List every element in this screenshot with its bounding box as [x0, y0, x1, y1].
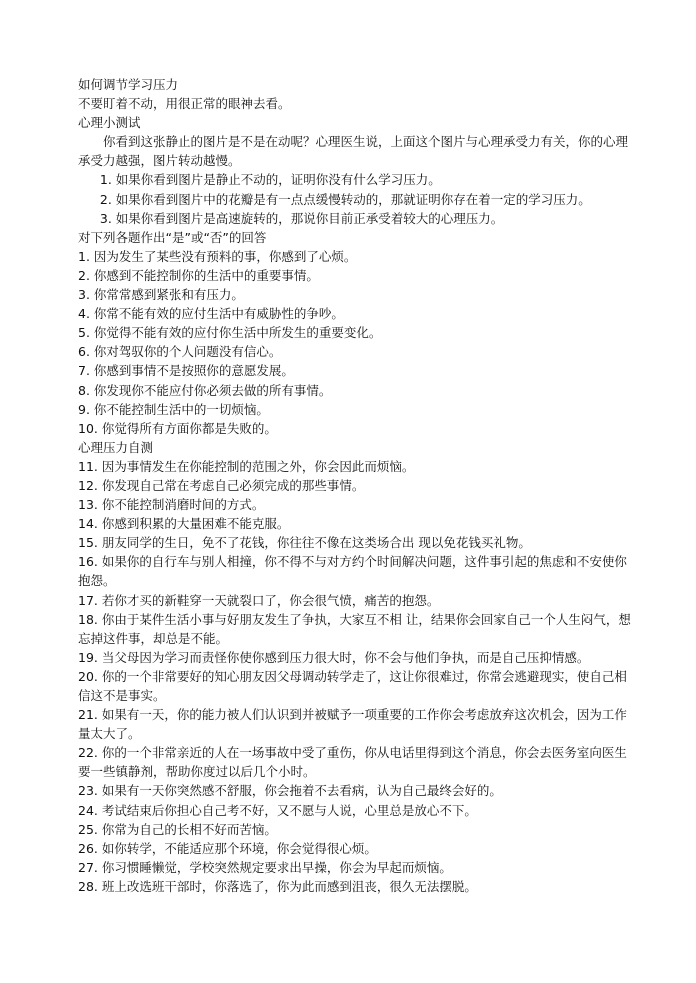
test-intro: 你看到这张静止的图片是不是在动呢？心理医生说，上面这个图片与心理承受力有关，你的心理承受力越强，图片转动越慢。 [78, 134, 629, 169]
question-item: 22. 你的一个非常亲近的人在一场事故中受了重伤，你从电话里得到这个消息，你会去医务室向医生要一些镇静剂，帮助你度过以后几个小时。 [78, 745, 627, 780]
question-item: 8. 你发现你不能应付你必须去做的所有事情。 [78, 382, 332, 398]
test-item: 2. 如果你看到图片中的花瓣是有一点点缓慢转动的，那就证明你存在着一定的学习压力。 [99, 191, 591, 207]
question-item: 12. 你发现自己常在考虑自己必须完成的那些事情。 [78, 477, 365, 493]
question-item: 20. 你的一个非常要好的知心朋友因父母调动转学走了，这让你很难过，你常会逃避现实，使自己相信这不是事实。 [78, 668, 627, 703]
document-page [78, 75, 638, 896]
question-item: 7. 你感到事情不是按照你的意愿发展。 [78, 363, 294, 379]
question-item: 27. 你习惯睡懒觉，学校突然规定要求出早操，你会为早起而烦恼。 [78, 859, 452, 875]
question-item: 3. 你常常感到紧张和有压力。 [78, 287, 244, 303]
question-item: 21. 如果有一天，你的能力被人们认识到并被赋予一项重要的工作你会考虑放弃这次机会，因为工作量太大了。 [78, 707, 627, 742]
question-item: 28. 班上改选班干部时，你落选了，你为此而感到沮丧，很久无法摆脱。 [78, 878, 477, 894]
selftest-heading: 心理压力自测 [78, 439, 154, 455]
question-item: 25. 你常为自己的长相不好而苦恼。 [78, 821, 277, 837]
question-item: 13. 你不能控制消磨时间的方式。 [78, 497, 265, 513]
question-item: 5. 你觉得不能有效的应付你生活中所发生的重要变化。 [78, 325, 382, 341]
question-item: 15. 朋友同学的生日，免不了花钱，你往往不像在这类场合出 现以免花钱买礼物。 [78, 535, 531, 551]
document-title: 如何调节学习压力 [78, 77, 179, 92]
question-item: 14. 你感到积累的大量困难不能克服。 [78, 516, 290, 532]
question-item: 23. 如果有一天你突然感不舒服，你会拖着不去看病，认为自己最终会好的。 [78, 783, 502, 799]
question-item: 19. 当父母因为学习而责怪你使你感到压力很大时，你不会与他们争执，而是自己压抑情感。 [78, 649, 590, 665]
test-item: 1. 如果你看到图片是静止不动的，证明你没有什么学习压力。 [99, 172, 441, 188]
question-item: 18. 你由于某件生活小事与好朋友发生了争执，大家互不相 让，结果你会回家自己一个人生闷气，想忘掉这件事，却总是不能。 [78, 611, 631, 646]
question-item: 1. 因为发生了某些没有预料的事，你感到了心烦。 [78, 248, 357, 264]
document-subtitle: 不要盯着不动，用很正常的眼神去看。 [78, 96, 291, 112]
test-item: 3. 如果你看到图片是高速旋转的，那说你目前正承受着较大的心理压力。 [99, 210, 504, 226]
question-item: 26. 如你转学，不能适应那个环境，你会觉得很心烦。 [78, 840, 377, 856]
question-item: 10. 你觉得所有方面你都是失败的。 [78, 420, 277, 436]
question-item: 17. 若你才买的新鞋穿一天就裂口了，你会很气愤，痛苦的抱怨。 [78, 592, 440, 608]
question-item: 6. 你对驾驭你的个人问题没有信心。 [78, 344, 282, 360]
question-item: 16. 如果你的自行车与别人相撞，你不得不与对方约个时间解决问题，这件事引起的焦虑和不安使你抱怨。 [78, 554, 627, 589]
question-item: 4. 你常不能有效的应付生活中有威胁性的争吵。 [78, 306, 344, 322]
question-item: 11. 因为事情发生在你能控制的范围之外，你会因此而烦恼。 [78, 458, 415, 474]
questions-heading: 对下列各题作出“是”或“否”的回答 [78, 229, 267, 245]
test-heading: 心理小测试 [78, 115, 141, 131]
question-item: 2. 你感到不能控制你的生活中的重要事情。 [78, 267, 319, 283]
question-item: 9. 你不能控制生活中的一切烦恼。 [78, 401, 269, 417]
question-item: 24. 考试结束后你担心自己考不好，又不愿与人说，心里总是放心不下。 [78, 802, 477, 818]
